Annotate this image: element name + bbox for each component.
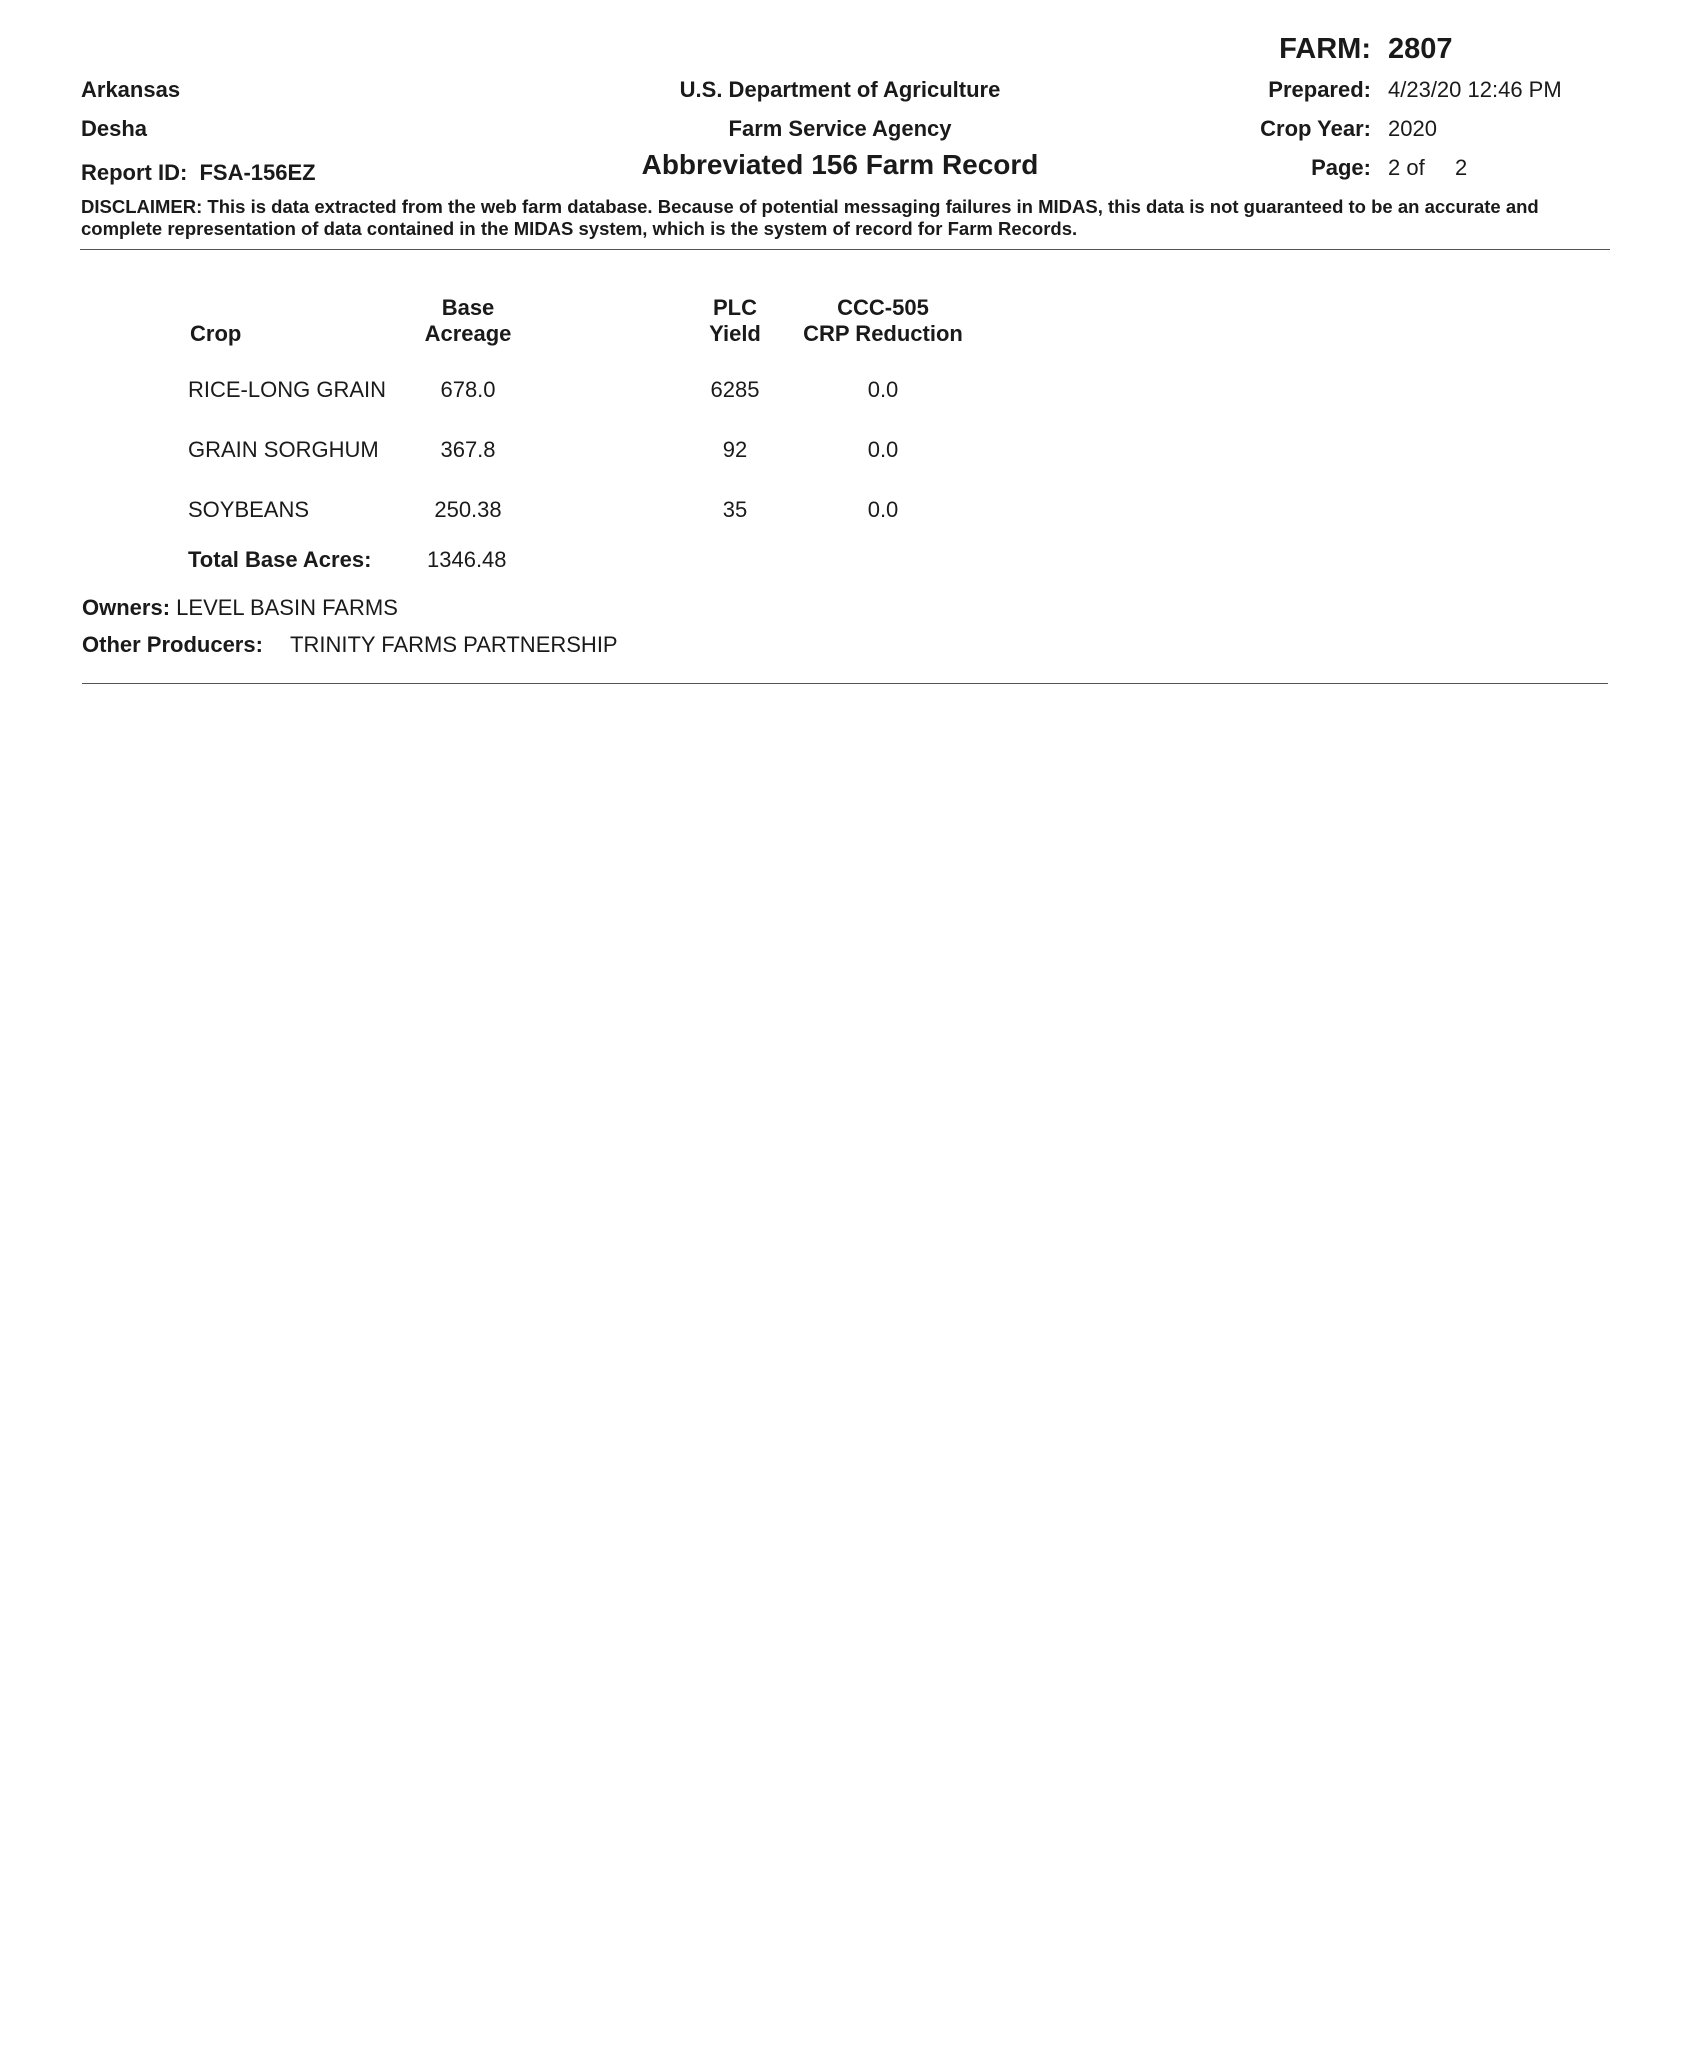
table-row-base-acreage: 678.0 [440,377,496,402]
disclaimer-text: DISCLAIMER: This is data extracted from the web farm database. Because of potential messaging failures in MIDAS, this data is not guaranteed to be an accurate and complete representation of data contained in the MIDAS system, which is the system of record for Farm Records. [81,196,1539,239]
table-row-plc-yield: 35 [722,497,748,522]
report-id-value: FSA-156EZ [199,160,316,185]
column-header-ccc-line1: CCC-505 [837,295,929,320]
column-header-plc-line1: PLC [713,295,757,320]
column-header-crop: Crop [190,321,242,346]
column-header-crp-reduction [783,295,983,347]
crop-year-value: 2020 [1388,116,1437,141]
table-row-crop: GRAIN SORGHUM [188,437,379,462]
owners-line [82,595,398,621]
county-name: Desha [81,116,148,141]
report-id-label: Report ID: [81,160,188,185]
page-current: 2 of [1388,155,1425,180]
table-row-crp-reduction: 0.0 [867,497,899,522]
column-header-ccc-line2: CRP Reduction [803,321,963,346]
farm-label: FARM: [1279,33,1371,65]
page-label: Page: [1311,155,1371,180]
other-producers-value: TRINITY FARMS PARTNERSHIP [290,632,618,657]
state-name: Arkansas [81,77,181,102]
page-title: Abbreviated 156 Farm Record [641,149,1039,180]
table-row-crop: SOYBEANS [188,497,310,522]
section-divider [82,683,1608,684]
table-row-crp-reduction: 0.0 [867,377,899,402]
department-name: U.S. Department of Agriculture [679,77,1001,102]
owners-value: LEVEL BASIN FARMS [176,595,398,620]
column-header-base-line2: Acreage [424,321,512,346]
table-row-plc-yield: 6285 [710,377,760,402]
table-row-crop: RICE-LONG GRAIN [188,377,387,402]
header-divider [80,249,1610,250]
total-base-acres-value: 1346.48 [427,547,507,572]
table-row-base-acreage: 250.38 [434,497,502,522]
column-header-plc-yield [675,295,795,347]
crop-year-label: Crop Year: [1260,116,1371,141]
table-row-base-acreage: 367.8 [440,437,496,462]
column-header-base-acreage [408,295,528,347]
column-header-plc-line2: Yield [709,321,761,346]
column-header-base-line1: Base [441,295,495,320]
agency-name: Farm Service Agency [728,116,952,141]
total-base-acres-label: Total Base Acres: [188,547,372,572]
table-row-crp-reduction: 0.0 [867,437,899,462]
prepared-value: 4/23/20 12:46 PM [1388,77,1562,102]
other-producers-label: Other Producers: [82,632,263,657]
prepared-label: Prepared: [1268,77,1371,102]
owners-label: Owners: [82,595,171,620]
table-row-plc-yield: 92 [722,437,748,462]
page-total: 2 [1455,155,1468,180]
farm-number: 2807 [1388,33,1453,65]
